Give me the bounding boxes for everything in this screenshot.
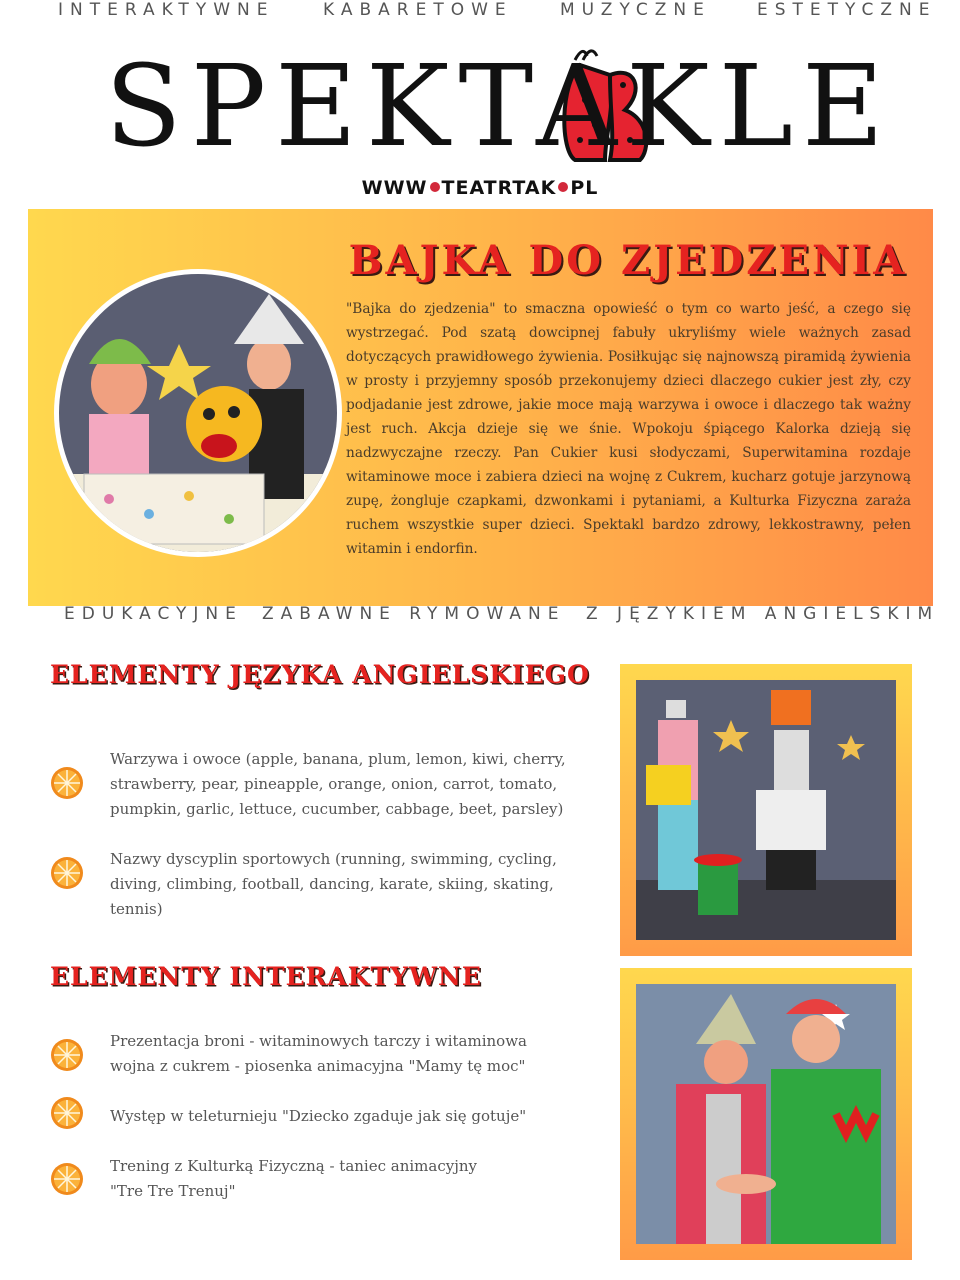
hero-banner [28, 209, 933, 606]
tag-zabawne-rymowane: ZABAWNE RYMOWANE [262, 604, 566, 624]
orange-slice-icon [50, 1096, 84, 1130]
url-domain: TEATRTAK [441, 177, 557, 199]
interactive-item-quiz: Występ w teleturnieju "Dziecko zgaduje jak się gotuje" [110, 1107, 527, 1125]
stage-photo-2 [636, 984, 896, 1244]
orange-slice-icon [50, 1038, 84, 1072]
tag-estetyczne: ESTETYCZNE [757, 0, 937, 20]
photo-frame-2 [620, 968, 912, 1260]
tag-kabaretowe: KABARETOWE [323, 0, 513, 20]
interactive-item-training: Trening z Kulturką Fizyczną - taniec animacyjny "Tre Tre Trenuj" [110, 1157, 478, 1200]
tag-z-jezykiem-angielskim: Z JĘZYKIEM ANGIELSKIM [586, 604, 940, 624]
orange-slice-icon [50, 766, 84, 800]
tag-interaktywne: INTERAKTYWNE [58, 0, 275, 20]
orange-slice-icon [50, 1162, 84, 1196]
logo [105, 40, 893, 175]
tag-muzyczne: MUZYCZNE [560, 0, 711, 20]
ladybug-dot-icon [430, 182, 440, 192]
stage-photo-1 [636, 680, 896, 940]
interactive-section-title: ELEMENTY INTERAKTYWNE [50, 962, 482, 991]
english-item-sports: Nazwy dyscyplin sportowych (running, swimming, cycling, diving, climbing, football, dancing, karate, skiing, skating, tennis) [110, 850, 557, 918]
english-item-vegetables: Warzywa i owoce (apple, banana, plum, lemon, kiwi, cherry, strawberry, pear, pineapple, orange, onion, carrot, tomato, pumpkin, garlic, lettuce, cucumber, cabbage, beet, parsley) [110, 750, 566, 818]
hero-photo [59, 274, 337, 552]
hero-title: BAJKA DO ZJEDZENIA [348, 237, 908, 284]
url-suffix: PL [570, 177, 599, 199]
logo-text: SPEKTAKLE [105, 42, 893, 172]
photo-frame-1 [620, 664, 912, 956]
website-url[interactable] [0, 177, 960, 199]
hero-photo-circle [54, 269, 342, 557]
english-section-title: ELEMENTY JĘZYKA ANGIELSKIEGO [50, 660, 590, 689]
ladybug-dot-icon [558, 182, 568, 192]
hero-description: "Bajka do zjedzenia" to smaczna opowieść o tym co warto jeść, a czego się wystrzegać. Pod szatą dowcipnej fabuły ukryliśmy wiele ważnych zasad dotyczących prawidłowego żywienia. Posiłkując się najnowszą piramidą żywienia w prosty i przyjemny sposób przekonujemy dzieci dlaczego cukier jest zły, czy podjadanie jest zdrowe, jakie moce mają warzywa i owoce i dlaczego tak ważny jest ruch. Akcja dzieje się we śnie. Wpokoju śpiącego Kalorka dzieją się nadzwyczajne rzeczy. Pan Cukier kusi słodyczami, Superwitamina rozdaje witaminowe moce i zabiera dzieci na wojnę z Cukrem, kucharz gotuje jarzynową zupę, żongluje czapkami, dzwonkami i pytaniami, a Kulturka Fizyczna zaraża ruchem wszystkie super dzieci. Spektakl bardzo zdrowy, lekkostrawny, pełen witamin i endorfin. [346, 301, 911, 557]
interactive-item-presentation: Prezentacja broni - witaminowych tarczy i witaminowa wojna z cukrem - piosenka animacyjna "Mamy tę moc" [110, 1032, 527, 1075]
url-prefix: WWW [361, 177, 428, 199]
orange-slice-icon [50, 856, 84, 890]
tag-edukacyjne: EDUKACYJNE [64, 604, 243, 624]
